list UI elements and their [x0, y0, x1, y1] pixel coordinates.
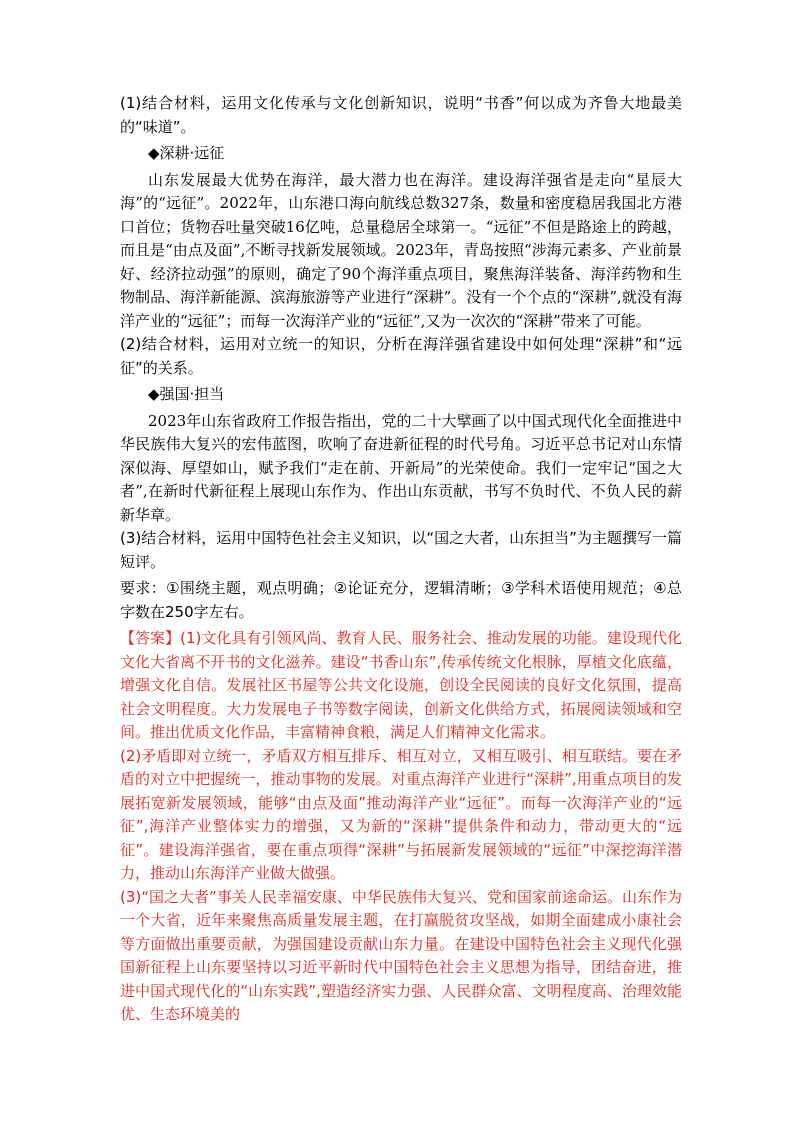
material-ocean: 山东发展最大优势在海洋，最大潜力也在海洋。建设海洋强省是走向“星辰大海”的“远征”。2022年，山东港口海向航线总数327条，数量和密度稳居我国北方港口首位；货物吞吐量突破16亿吨，总量稳居全球第一。“远征”不但是路途上的跨越，而且是“由点及面”,不断寻找新发展领域。2023年，青岛按照“涉海元素多、产业前景好、经济拉动强”的原则，确定了90个海洋重点项目，聚焦海洋装备、海洋药物和生物制品、海洋新能源、滨海旅游等产业进行“深耕”。没有一个个点的“深耕”,就没有海洋产业的“远征”；而每一次海洋产业的“远征”,又为一次次的“深耕”带来了可能。: [120, 170, 682, 330]
requirements: 要求：①围绕主题，观点明确；②论证充分，逻辑清晰；③学科术语使用规范；④总字数在250字左右。: [120, 579, 682, 621]
answer-tag: 【答案】: [120, 629, 181, 647]
question-2: (2)结合材料，运用对立统一的知识，分析在海洋强省建设中如何处理“深耕”和“远征”的关系。: [120, 335, 682, 377]
question-3: (3)结合材料，运用中国特色社会主义知识，以“国之大者，山东担当”为主题撰写一篇短评。: [120, 529, 682, 571]
material-shandong-report: 2023年山东省政府工作报告指出，党的二十大擘画了以中国式现代化全面推进中华民族伟大复兴的宏伟蓝图，吹响了奋进新征程的时代号角。习近平总书记对山东情深似海、厚望如山，赋予我们“走在前、开新局”的光荣使命。我们一定牢记“国之大者”,在新时代新征程上展现山东作为、作出山东贡献，书写不负时代、不负人民的薪新华章。: [120, 411, 682, 524]
question-1: (1)结合材料，运用文化传承与文化创新知识，说明“书香”何以成为齐鲁大地最美的“味道”。: [120, 94, 682, 136]
answer-1-text: (1)文化具有引领风尚、教育人民、服务社会、推动发展的功能。建设现代化文化大省离不开书的文化滋养。建设“书香山东”,传承传统文化根脉，厚植文化底蕴，增强文化自信。发展社区书屋等公共文化设施，创设全民阅读的良好文化氛围，提高社会文明程度。大力发展电子书等数字阅读，创新文化供给方式，拓展阅读领域和空间。推出优质文化作品，丰富精神食粮，满足人们精神文化需求。: [120, 629, 682, 741]
document-page: [120, 92, 682, 1027]
answer-2: (2)矛盾即对立统一，矛盾双方相互排斥、相互对立，又相互吸引、相互联结。要在矛盾的对立中把握统一，推动事物的发展。对重点海洋产业进行“深耕”,用重点项目的发展拓宽新发展领域，能够“由点及面”推动海洋产业“远征”。而每一次海洋产业的“远征”,海洋产业整体实力的增强，又为新的“深耕”提供条件和动力，带动更大的“远征”。建设海洋强省，要在重点项得“深耕”与拓展新发展领域的“远征”中深挖海洋潜力，推动山东海洋产业做大做强。: [120, 746, 682, 882]
section-label-strong-nation: ◆强国·担当: [148, 385, 225, 403]
answer-3: (3)“国之大者”事关人民幸福安康、中华民族伟大复兴、党和国家前途命运。山东作为一个大省，近年来聚焦高质量发展主题，在打赢脱贫攻坚战，如期全面建成小康社会等方面做出重要贡献，为强国建设贡献山东力量。在建设中国特色社会主义现代化强国新征程上山东要坚持以习近平新时代中国特色社会主义思想为指导，团结奋进，推进中国式现代化的“山东实践”,塑造经济实力强、人民群众富、文明程度高、治理效能优、生态环境美的: [120, 887, 682, 1023]
section-label-deep-plough: ◆深耕·远征: [148, 144, 225, 162]
answer-1: [120, 627, 682, 745]
